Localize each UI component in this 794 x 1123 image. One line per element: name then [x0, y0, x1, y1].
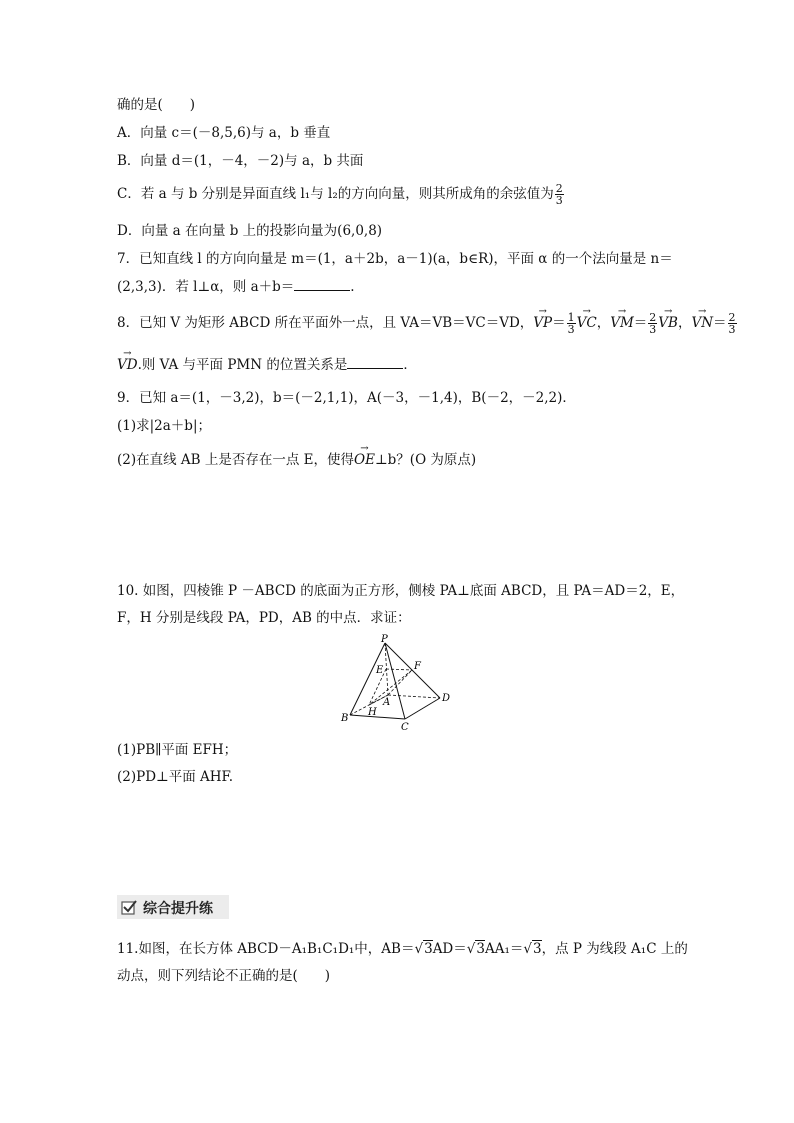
vector-vc: → VC: [577, 314, 597, 332]
question-7-line-2: (2,3,3)．若 l⊥α，则 a＋b＝ .: [117, 279, 355, 295]
question-9-line-1: 9．已知 a＝(1，－3,2)，b＝(－2,1,1)，A(－3，－1,4)，B(－2，－2,2)．: [117, 390, 576, 406]
option-c: [117, 183, 565, 206]
question-9-part-2: (2)在直线 AB 上是否存在一点 E，使得→ OE⊥b？(O 为原点): [117, 451, 476, 469]
question-10-part-2: (2)PD⊥平面 AHF.: [117, 769, 234, 785]
option-b: B．向量 d＝(1，－4，－2)与 a，b 共面: [117, 153, 364, 169]
question-8-line-1: 8．已知 V 为矩形 ABCD 所在平面外一点，且 VA＝VB＝VC＝VD，→ VP＝ $\frac{1}{3}$ → VC，→ VM＝ $\frac{2}{3}$ → VB，→ VN＝ $\frac{2}{3}$: [117, 312, 738, 335]
option-c-text: C．若 a 与 b 分别是异面直线 l₁与 l₂的方向向量，则其所成角的余弦值为: [117, 186, 554, 202]
question-10-part-1: (1)PB∥平面 EFH；: [117, 742, 238, 758]
question-11-line-1: 11.如图，在长方体 ABCD－A₁B₁C₁D₁中，AB＝√3AD＝√3AA₁＝√3，点 P 为线段 A₁C 上的: [117, 941, 688, 957]
fraction-one-third: $\frac{1}{3}$: [567, 311, 575, 336]
sqrt-sign: √: [414, 941, 424, 957]
sqrt-sign: √: [466, 941, 476, 957]
answer-blank: [294, 278, 350, 291]
question-7-text: (2,3,3)．若 l⊥α，则 a＋b＝: [117, 279, 295, 295]
answer-blank: [347, 356, 403, 369]
pyramid-figure: [340, 633, 460, 733]
sqrt-sign: √: [523, 941, 532, 957]
question-8-text: 8．已知 V 为矩形 ABCD 所在平面外一点，且 VA＝VB＝VC＝VD，: [117, 315, 534, 331]
vector-vd: → VD: [117, 356, 138, 374]
vector-vp: → VP: [533, 314, 552, 332]
vector-oe: → OE: [354, 451, 375, 469]
section-header: [117, 895, 229, 919]
vector-vb: → VB: [658, 314, 678, 332]
option-d: D．向量 a 在向量 b 上的投影向量为(6,0,8): [117, 223, 383, 239]
label-p: P: [381, 634, 388, 645]
fraction-two-thirds: $\frac{2}{3}$: [649, 311, 657, 336]
option-a: A．向量 c＝(－8,5,6)与 a，b 垂直: [117, 125, 331, 141]
label-f: F: [414, 661, 421, 672]
label-a: A: [383, 697, 391, 708]
label-e: E: [376, 665, 384, 676]
label-c: C: [401, 722, 409, 733]
question-10-line-2: F，H 分别是线段 PA，PD，AB 的中点．求证：: [117, 610, 411, 626]
question-10-line-1: 10. 如图，四棱锥 P －ABCD 的底面为正方形，侧棱 PA⊥底面 ABCD，且 PA＝AD＝2，E，: [117, 583, 685, 599]
question-7-line-1: 7．已知直线 l 的方向向量是 m＝(1，a＋2b，a－1)(a，b∈R)，平面 α 的一个法向量是 n＝: [117, 251, 673, 267]
checkbox-check-icon: [121, 899, 137, 915]
label-h: H: [368, 707, 377, 718]
label-d: D: [442, 693, 451, 704]
vector-vm: → VM: [610, 314, 634, 332]
vector-vn: → VN: [691, 314, 713, 332]
question-6-stem-tail: 确的是( ): [117, 97, 196, 113]
section-title: 综合提升练: [143, 901, 213, 917]
question-9-part-1: (1)求|2a＋b|；: [117, 418, 211, 434]
option-c-fraction: $\frac{2}{3}$: [555, 182, 563, 207]
fraction-two-thirds-2: $\frac{2}{3}$: [728, 311, 736, 336]
question-11-line-2: 动点，则下列结论不正确的是( ): [117, 968, 331, 984]
label-b: B: [341, 713, 349, 724]
question-8-line-2: → VD.则 VA 与平面 PMN 的位置关系是 ．: [117, 356, 417, 374]
